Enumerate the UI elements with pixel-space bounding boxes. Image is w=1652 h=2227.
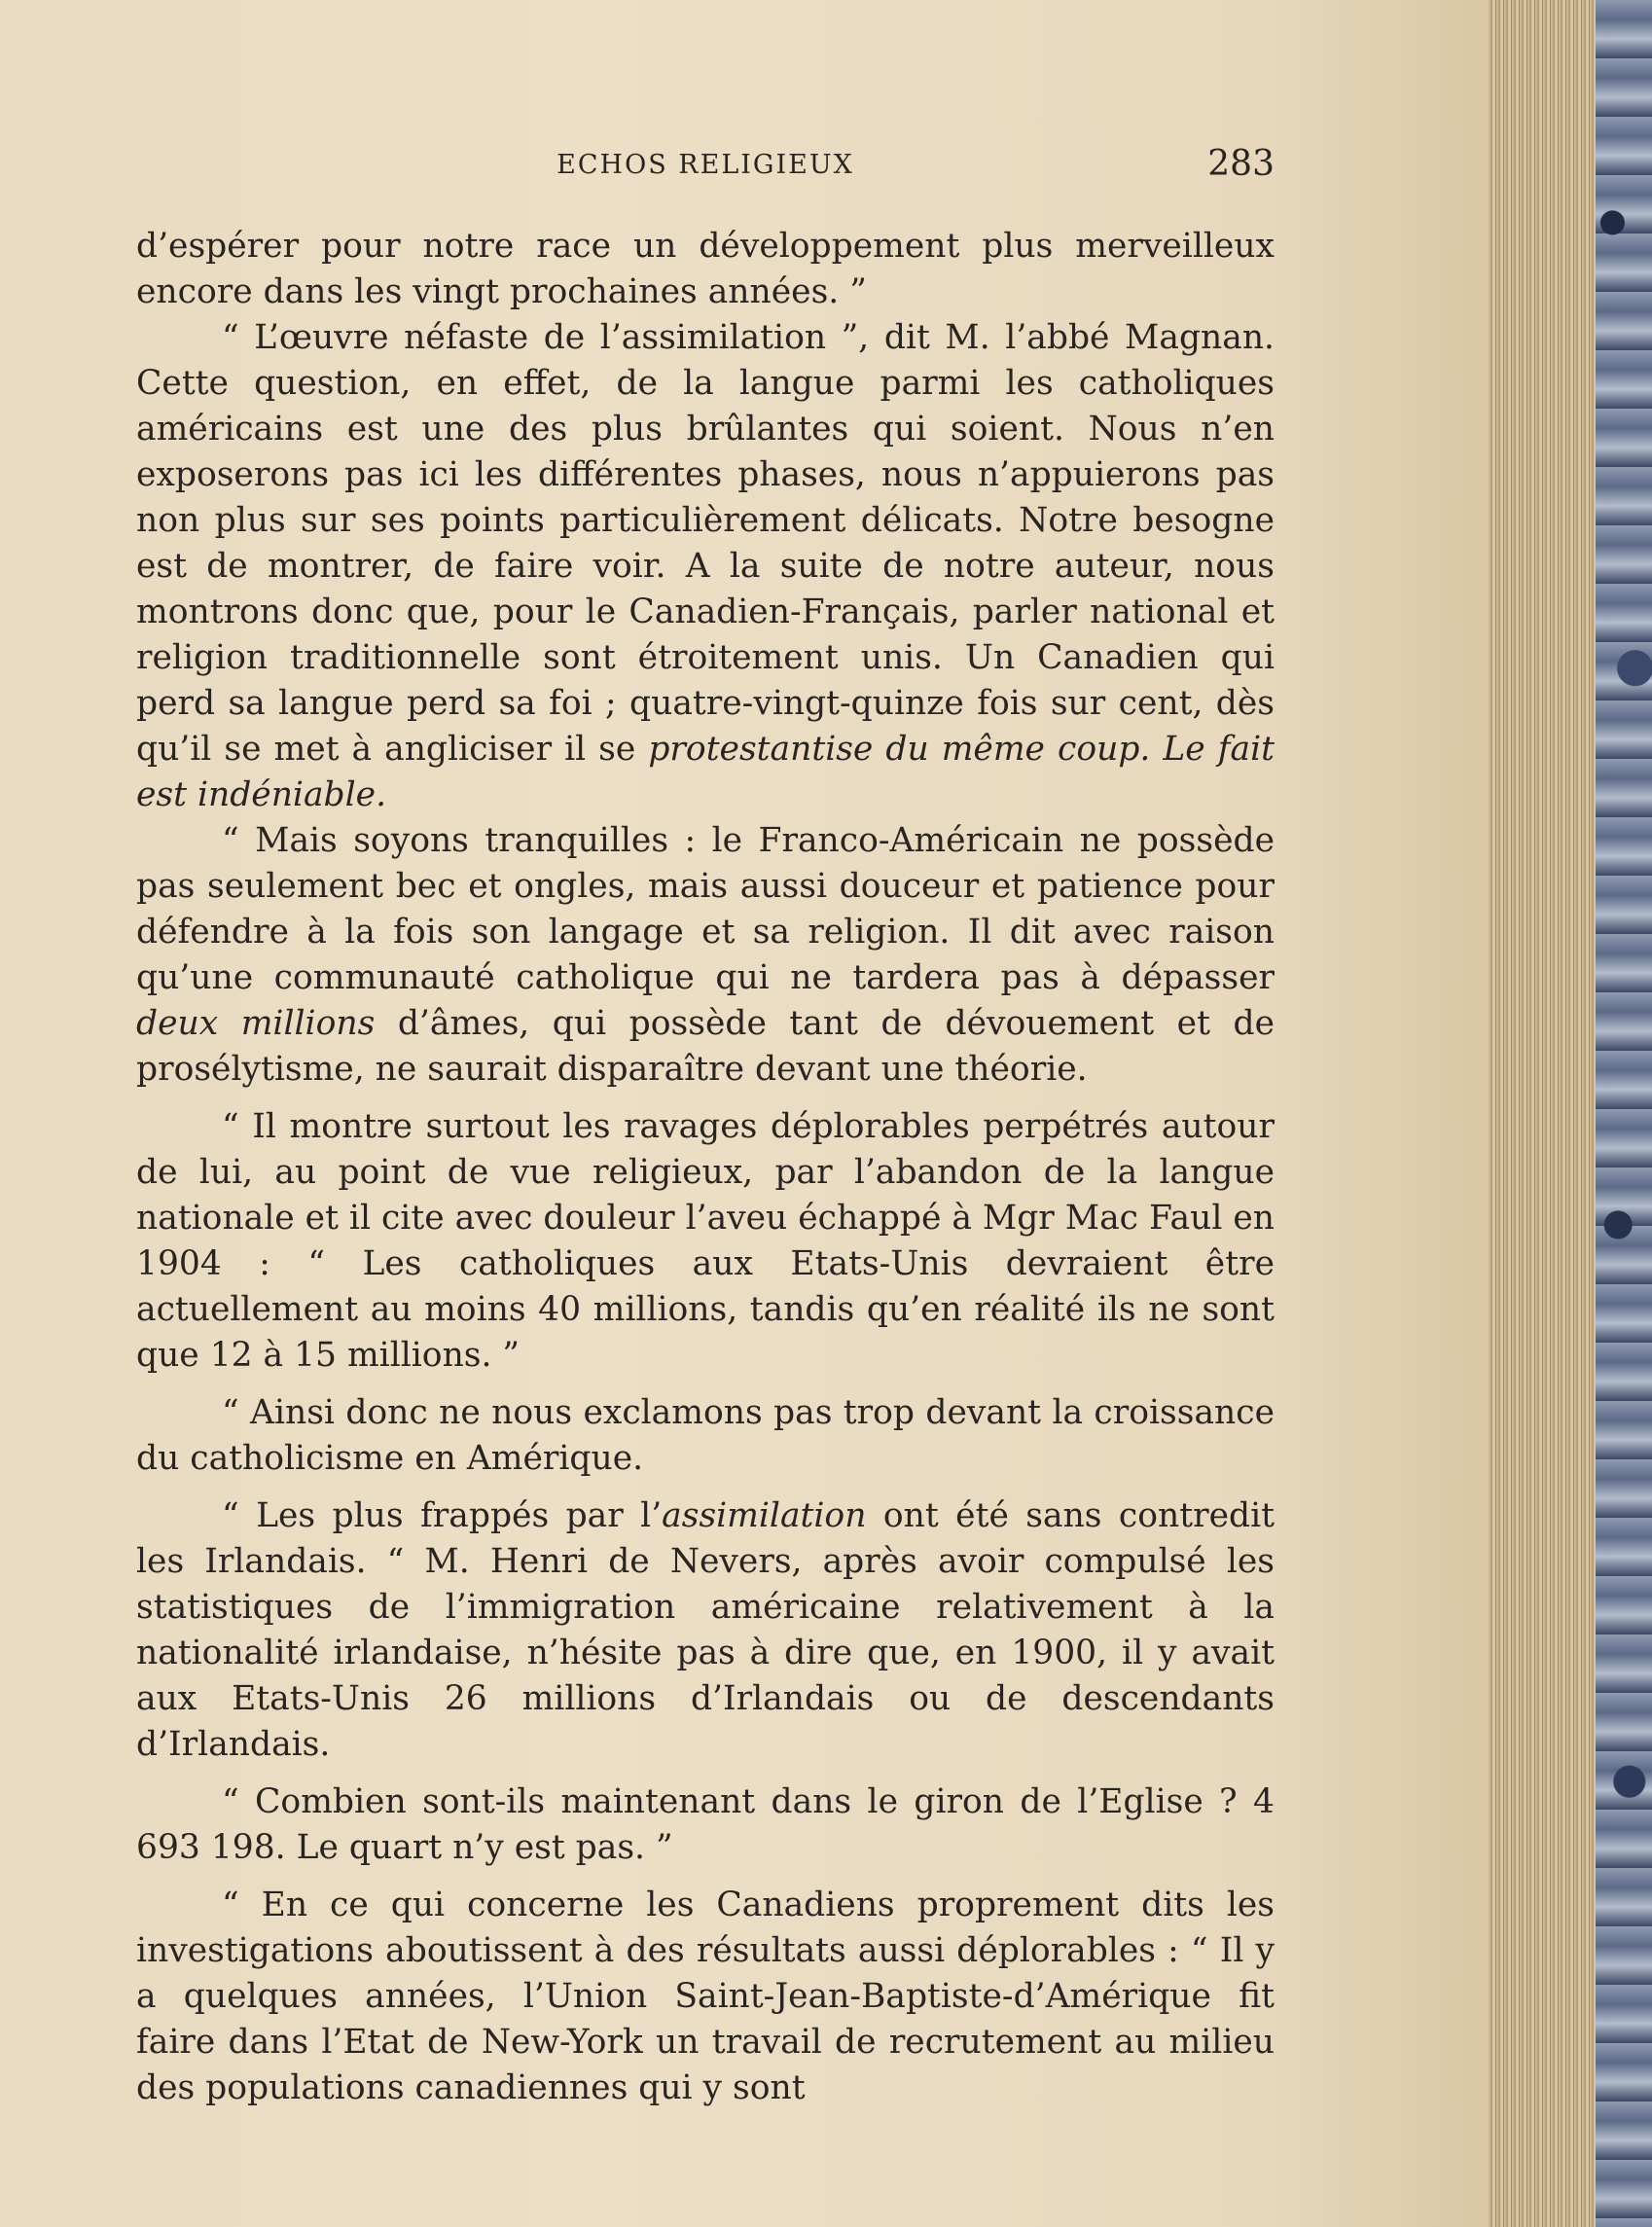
paragraph — [136, 1493, 1275, 1768]
paragraph — [136, 1779, 1275, 1871]
paragraph — [136, 315, 1275, 818]
paragraph — [136, 1883, 1275, 2111]
marbled-endpaper — [1596, 0, 1652, 2227]
italic-run: assimilation — [662, 1496, 867, 1535]
paragraph — [136, 224, 1275, 315]
text-run: “ Les plus frappés par l’ — [222, 1496, 663, 1535]
text-run: “ Combien sont-ils maintenant dans le giron de l’Eglise ? 4 693 198. Le quart n’y est pas. ” — [136, 1782, 1275, 1867]
italic-run: protestantise du même coup. Le fait est indéniable. — [136, 730, 1275, 814]
body-text — [136, 224, 1275, 2111]
text-run: d’âmes, qui possède tant de dévouement et de prosélytisme, ne saurait disparaître devant une théorie. — [136, 1004, 1275, 1089]
text-run: “ Il montre surtout les ravages déplorables perpétrés autour de lui, au point de vue religieux, par l’abandon de la langue nationale et il cite avec douleur l’aveu échappé à Mgr Mac Faul en 1904 : “ Les catholiques aux Etats-Unis devraient être actuellement au moins 40 millions, tandis qu’en réalité ils ne sont que 12 à 15 millions. ” — [136, 1107, 1275, 1375]
text-run: ont été sans contredit les Irlandais. “ M. Henri de Nevers, après avoir compulsé les statistiques de l’immigration américaine relativement à la nationalité irlandaise, n’hésite pas à dire que, en 1900, il y avait aux Etats-Unis 26 millions d’Irlandais ou de descendants d’Irlandais. — [136, 1496, 1275, 1764]
page-number: 283 — [1207, 144, 1275, 184]
text-run: d’espérer pour notre race un développement plus merveilleux encore dans les vingt prochaines années. ” — [136, 227, 1275, 311]
page-header — [136, 144, 1275, 193]
paragraph — [136, 1390, 1275, 1482]
italic-run: deux millions — [136, 1004, 376, 1043]
text-run: “ En ce qui concerne les Canadiens proprement dits les investigations aboutissent à des résultats aussi déplorables : “ Il y a quelques années, l’Union Saint-Jean-Baptiste-d’Amérique fit faire dans l’Etat de New-York un travail de recrutement au milieu des populations canadiennes qui y sont — [136, 1886, 1275, 2107]
text-run: “ Ainsi donc ne nous exclamons pas trop devant la croissance du catholicisme en Amérique. — [136, 1393, 1275, 1478]
running-title: ECHOS RELIGIEUX — [557, 150, 854, 180]
text-run: “ Mais soyons tranquilles : le Franco-Américain ne possède pas seulement bec et ongles, mais aussi douceur et patience pour défendre à la fois son langage et sa religion. Il dit avec raison qu’une communauté catholique qui ne tardera pas à dépasser — [136, 821, 1275, 997]
paragraph — [136, 818, 1275, 1093]
paragraph — [136, 1104, 1275, 1379]
text-run: “ L’œuvre néfaste de l’assimilation ”, dit M. l’abbé Magnan. Cette question, en effet, de la langue parmi les catholiques américains est une des plus brûlantes qui soient. Nous n’en exposerons pas ici les différentes phases, nous n’appuierons pas non plus sur ses points particulièrement délicats. Notre besogne est de montrer, de faire voir. A la suite de notre auteur, nous montrons donc que, pour le Canadien-Français, parler national et religion traditionnelle sont étroitement unis. Un Canadien qui perd sa langue perd sa foi ; quatre-vingt-quinze fois sur cent, dès qu’il se met à angliciser il se — [136, 318, 1275, 769]
